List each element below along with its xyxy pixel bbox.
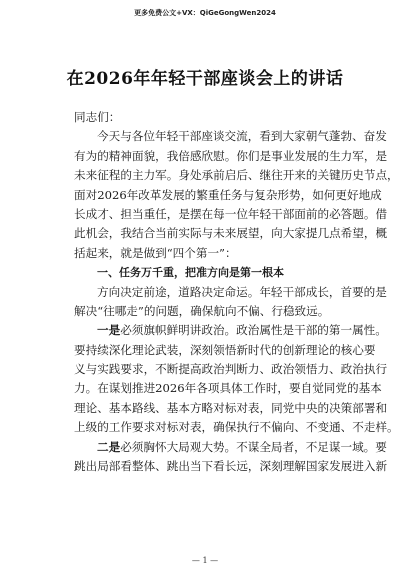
line-text: 此机会，我结合当前实际与未来展望，向大家提几点希望，概	[74, 226, 388, 241]
paragraph-lead: 一是	[97, 323, 121, 338]
line-text: 一、任务万千重，把准方向是第一根本	[97, 266, 284, 280]
paragraph-line	[74, 438, 387, 457]
section-heading	[74, 263, 356, 282]
document-body	[74, 108, 399, 476]
paragraph-line	[74, 147, 388, 166]
line-text: 未来征程的主力军。身处承前启后、继往开来的关键历史节点，	[74, 168, 399, 183]
line-text: 必须胸怀大局观大势。不谋全局者，不足谋一域。要	[120, 439, 387, 454]
paragraph-line	[74, 205, 388, 224]
paragraph-line	[74, 224, 388, 243]
paragraph-line	[74, 186, 382, 205]
paragraph-line	[74, 127, 387, 146]
paragraph-line	[74, 283, 387, 302]
line-text: 跳出局部看整体、跳出当下看长远，深刻理解国家发展进入新	[74, 459, 388, 474]
paragraph-line	[74, 418, 399, 437]
paragraph-line	[74, 341, 376, 360]
line-text: 力。在谋划推进2026年各项具体工作时，要自觉同党的基本	[74, 381, 382, 396]
line-text: 义与实践要求，不断提高政治判断力、政治领悟力、政治执行	[74, 362, 388, 377]
line-text: 今天与各位年轻干部座谈交流，看到大家朝气蓬勃、奋发	[97, 129, 387, 144]
paragraph-line	[74, 166, 399, 185]
line-text: 理论、基本路线、基本方略对标对表，同党中央的决策部署和	[74, 400, 388, 415]
paragraph-line	[74, 379, 382, 398]
line-text: 长成才、担当重任，是摆在每一位年轻干部面前的必答题。借	[74, 206, 388, 221]
paragraph-line	[74, 108, 356, 127]
paragraph-line	[74, 244, 356, 263]
paragraph-line	[74, 457, 388, 476]
paragraph-line	[74, 321, 387, 340]
paragraph-line	[74, 360, 388, 379]
line-text: 括起来，就是做到“四个第一”：	[74, 245, 237, 260]
line-text: 面对2026年改革发展的繁重任务与复杂形势，如何更好地成	[74, 187, 382, 202]
line-text: 方向决定前途，道路决定命运。年轻干部成长，首要的是	[97, 284, 387, 299]
page-number: — 1 —	[191, 556, 219, 565]
line-text: 必须旗帜鲜明讲政治。政治属性是干部的第一属性。	[120, 323, 387, 338]
line-text: 解决“往哪走”的问题，确保航向不偏、行稳致远。	[74, 303, 330, 318]
line-text: 要持续深化理论武装，深刻领悟新时代的创新理论的核心要	[74, 342, 376, 357]
paragraph-line	[74, 399, 388, 418]
line-text: 上级的工作要求对标对表，确保执行不偏向、不变通、不走样。	[74, 420, 399, 435]
header-note: 更多免费公文+VX：QiGeGongWen2024	[134, 9, 276, 17]
page-title: 在2026年年轻干部座谈会上的讲话	[66, 69, 344, 89]
paragraph-line	[74, 302, 356, 321]
line-text: 有为的精神面貌，我倍感欣慰。你们是事业发展的生力军，是	[74, 148, 388, 163]
paragraph-lead: 二是	[97, 439, 121, 454]
line-text: 同志们：	[74, 110, 121, 124]
